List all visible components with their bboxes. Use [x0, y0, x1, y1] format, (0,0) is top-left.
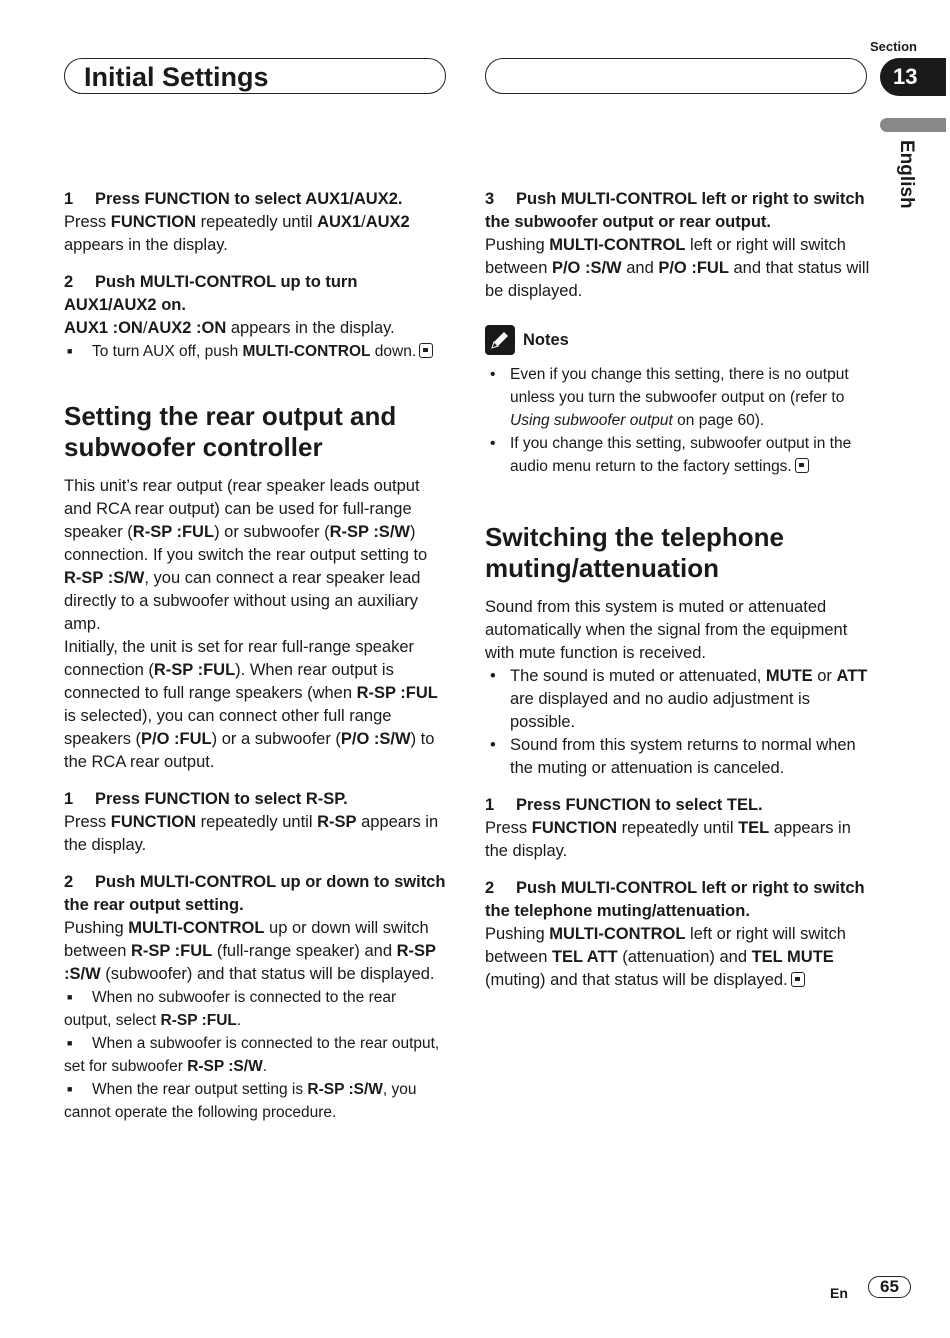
rear-output-intro-1: This unit’s rear output (rear speaker leads output and RCA rear output) can be used for full-range speaker (R-SP :FUL) or subwoofer (R-SP :S/W) connection. If you switch the rear output setting to R-SP :S/W, you can connect a rear speaker lead directly to a subwoofer without using an auxiliary amp.: [64, 477, 428, 633]
rsp-step-2-body: Pushing MULTI-CONTROL up or down will switch between R-SP :FUL (full-range speaker) and R-SP :S/W (subwoofer) and that status will be displayed.: [64, 919, 436, 983]
subwoofer-step-3-body: Pushing MULTI-CONTROL left or right will switch between P/O :S/W and P/O :FUL and that status will be displayed.: [485, 236, 870, 300]
tel-step-1-title: 1 Press FUNCTION to select TEL.: [485, 796, 763, 814]
subwoofer-step-3-title: 3 Push MULTI-CONTROL left or right to switch the subwoofer output or rear output.: [485, 190, 865, 231]
right-column: [485, 188, 870, 992]
notes-heading: Notes: [485, 325, 870, 355]
end-mark-icon: [795, 458, 809, 473]
rear-output-heading: Setting the rear output and subwoofer controller: [64, 401, 397, 462]
language-text: English: [896, 140, 917, 209]
tel-step-2-title: 2 Push MULTI-CONTROL left or right to switch the telephone muting/attenuation.: [485, 879, 865, 920]
rsp-step-1-title: 1 Press FUNCTION to select R-SP.: [64, 790, 348, 808]
end-mark-icon: [419, 343, 433, 358]
telephone-intro: Sound from this system is muted or attenuated automatically when the signal from the equipment with mute function is received.: [485, 598, 848, 662]
language-tab-marker: [880, 118, 946, 132]
left-column: [64, 188, 447, 1124]
aux-off-note: ■ To turn AUX off, push MULTI-CONTROL down.: [64, 340, 447, 363]
aux-step-1-title: 1 Press FUNCTION to select AUX1/AUX2.: [64, 190, 403, 208]
pencil-note-icon: [485, 325, 515, 355]
language-side-label: [869, 140, 929, 230]
notes-item-1: • Even if you change this setting, there is no output unless you turn the subwoofer output on (refer to Using subwoofer output on page 60).: [485, 363, 870, 432]
footer-language: En: [830, 1285, 848, 1301]
rsp-note-3: ■ When the rear output setting is R-SP :S/W, you cannot operate the following procedure.: [64, 1078, 447, 1124]
page-number: 65: [868, 1276, 911, 1298]
header-blank-frame: [485, 58, 867, 94]
tel-step-1-body: Press FUNCTION repeatedly until TEL appears in the display.: [485, 819, 851, 860]
telephone-bullet-2: • Sound from this system returns to normal when the muting or attenuation is canceled.: [485, 734, 870, 780]
page-title: Initial Settings: [84, 62, 269, 92]
rsp-step-2-title: 2 Push MULTI-CONTROL up or down to switch the rear output setting.: [64, 873, 446, 914]
section-label: Section: [870, 39, 917, 54]
telephone-bullet-1: • The sound is muted or attenuated, MUTE or ATT are displayed and no audio adjustment is possible.: [485, 665, 870, 734]
section-number-badge: 13: [880, 58, 946, 96]
telephone-muting-heading: Switching the telephone muting/attenuation: [485, 522, 785, 583]
notes-item-2: • If you change this setting, subwoofer output in the audio menu return to the factory settings.: [485, 432, 870, 478]
tel-step-2-body: Pushing MULTI-CONTROL left or right will switch between TEL ATT (attenuation) and TEL MUTE (muting) and that status will be displayed.: [485, 925, 846, 989]
rsp-step-1-body: Press FUNCTION repeatedly until R-SP appears in the display.: [64, 813, 439, 854]
end-mark-icon: [791, 972, 805, 987]
rsp-note-2: ■ When a subwoofer is connected to the rear output, set for subwoofer R-SP :S/W.: [64, 1032, 447, 1078]
aux-step-1-body: Press FUNCTION repeatedly until AUX1/AUX2 appears in the display.: [64, 213, 410, 254]
rear-output-intro-2: Initially, the unit is set for rear full-range speaker connection (R-SP :FUL). When rear output is connected to full range speakers (when R-SP :FUL is selected), you can connect other full range speakers (P/O :FUL) or a subwoofer (P/O :S/W) to the RCA rear output.: [64, 638, 438, 771]
aux-step-2-body: AUX1 :ON/AUX2 :ON appears in the display.: [64, 319, 395, 337]
aux-step-2-title: 2 Push MULTI-CONTROL up to turn AUX1/AUX2 on.: [64, 273, 358, 314]
rsp-note-1: ■ When no subwoofer is connected to the rear output, select R-SP :FUL.: [64, 986, 447, 1032]
